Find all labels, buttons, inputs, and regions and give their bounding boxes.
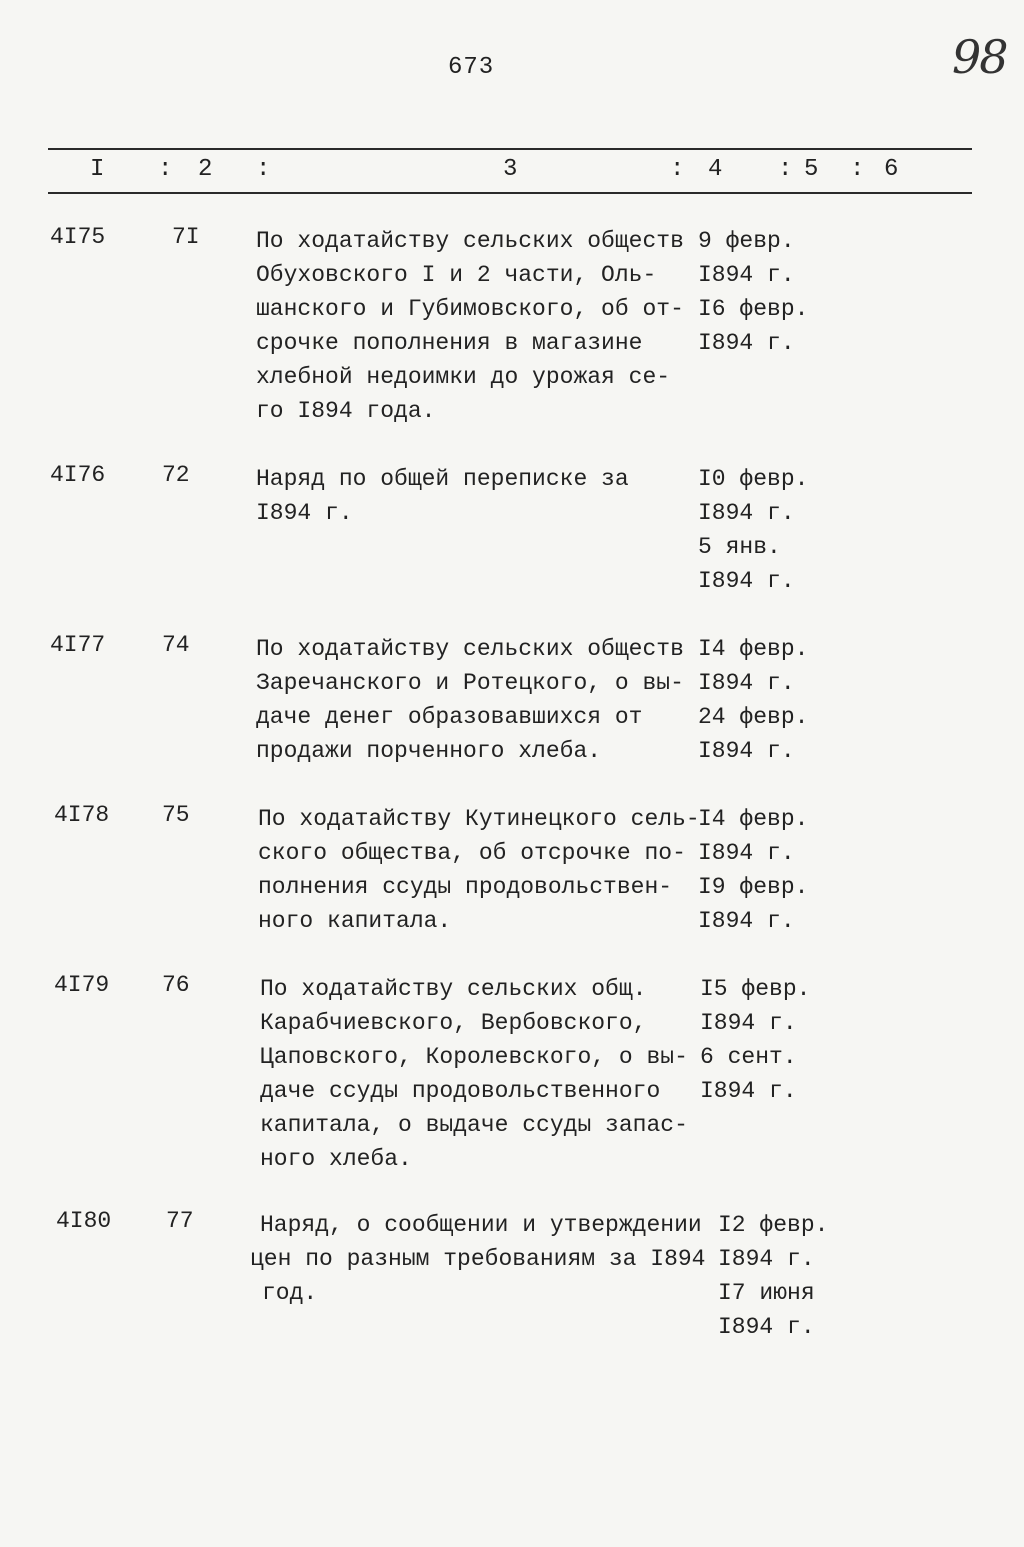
title-line: цен по разным требованиям за I894 <box>250 1246 706 1272</box>
title-line: продажи порченного хлеба. <box>256 738 602 764</box>
entry-title <box>256 632 706 768</box>
title-line: даче ссуды продовольственного <box>260 1078 661 1104</box>
entry-title <box>260 972 710 1176</box>
date-line: I894 г. <box>698 840 795 866</box>
date-line: I5 февр. <box>700 976 811 1002</box>
title-line: Наряд по общей переписке за <box>256 466 629 492</box>
date-line: I894 г. <box>698 908 795 934</box>
title-line: капитала, о выдаче ссуды запас- <box>260 1112 688 1138</box>
date-line: I4 февр. <box>698 636 809 662</box>
title-line: По ходатайству сельских обществ <box>256 636 684 662</box>
entry-dates <box>700 972 850 1108</box>
title-line: ного капитала. <box>258 908 452 934</box>
column-separator: : <box>670 156 685 183</box>
title-line: Цаповского, Королевского, о вы- <box>260 1044 688 1070</box>
entry-number: 4I75 <box>50 224 106 250</box>
date-line: I4 февр. <box>698 806 809 832</box>
date-line: I894 г. <box>698 330 795 356</box>
date-line: I894 г. <box>698 262 795 288</box>
title-line: шанского и Губимовского, об от- <box>256 296 684 322</box>
title-line: срочке пополнения в магазине <box>256 330 643 356</box>
title-line: Карабчиевского, Вербовского, <box>260 1010 647 1036</box>
entry-dates <box>698 462 848 598</box>
column-header-1: I <box>90 156 105 183</box>
title-line: По ходатайству Кутинецкого сель- <box>258 806 700 832</box>
entry-number: 4I80 <box>56 1208 112 1234</box>
entry-number: 4I77 <box>50 632 106 658</box>
column-separator: : <box>778 156 793 183</box>
entry-title <box>256 224 706 428</box>
date-line: I894 г. <box>700 1010 797 1036</box>
date-line: I894 г. <box>698 568 795 594</box>
title-line: Заречанского и Ротецкого, о вы- <box>256 670 684 696</box>
entry-dates <box>698 632 848 768</box>
entry-title <box>256 462 706 530</box>
column-header-5: 5 <box>804 156 819 183</box>
title-line: ного хлеба. <box>260 1146 412 1172</box>
date-line: I894 г. <box>700 1078 797 1104</box>
date-line: I6 февр. <box>698 296 809 322</box>
column-separator: : <box>158 156 173 183</box>
date-line: 24 февр. <box>698 704 809 730</box>
date-line: I894 г. <box>698 738 795 764</box>
date-line: I7 июня <box>718 1280 815 1306</box>
entry-sub-number: 7I <box>172 224 200 250</box>
date-line: I2 февр. <box>718 1212 829 1238</box>
title-line: год. <box>262 1280 318 1306</box>
sheet-number: 98 <box>952 30 1007 84</box>
date-line: I894 г. <box>718 1314 815 1340</box>
title-line: Наряд, о сообщении и утверждении <box>260 1212 702 1238</box>
entry-sub-number: 76 <box>162 972 190 998</box>
entry-number: 4I79 <box>54 972 110 998</box>
entry-dates <box>698 802 848 938</box>
column-separator: : <box>850 156 865 183</box>
entry-dates <box>718 1208 868 1344</box>
column-header-6: 6 <box>884 156 899 183</box>
column-header-3: 3 <box>503 156 518 183</box>
entry-number: 4I78 <box>54 802 110 828</box>
date-line: I0 февр. <box>698 466 809 492</box>
entry-sub-number: 77 <box>166 1208 194 1234</box>
entry-sub-number: 75 <box>162 802 190 828</box>
title-line: По ходатайству сельских общ. <box>260 976 647 1002</box>
date-line: I894 г. <box>698 500 795 526</box>
title-line: ского общества, об отсрочке по- <box>258 840 686 866</box>
entry-sub-number: 72 <box>162 462 190 488</box>
title-line: хлебной недоимки до урожая се- <box>256 364 671 390</box>
header-rule-bottom <box>48 192 972 194</box>
entry-title <box>258 802 708 938</box>
entry-number: 4I76 <box>50 462 106 488</box>
date-line: I894 г. <box>718 1246 815 1272</box>
title-line: По ходатайству сельских обществ <box>256 228 684 254</box>
entry-sub-number: 74 <box>162 632 190 658</box>
title-line: полнения ссуды продовольствен- <box>258 874 673 900</box>
column-header-4: 4 <box>708 156 723 183</box>
date-line: 5 янв. <box>698 534 781 560</box>
column-separator: : <box>256 156 271 183</box>
title-line: Обуховского I и 2 части, Оль- <box>256 262 657 288</box>
header-rule-top <box>48 148 972 150</box>
date-line: 6 сент. <box>700 1044 797 1070</box>
column-header-2: 2 <box>198 156 213 183</box>
date-line: I894 г. <box>698 670 795 696</box>
date-line: I9 февр. <box>698 874 809 900</box>
title-line: го I894 года. <box>256 398 436 424</box>
date-line: 9 февр. <box>698 228 795 254</box>
entry-title <box>250 1208 720 1310</box>
title-line: даче денег образовавшихся от <box>256 704 643 730</box>
page-number: 673 <box>448 54 495 81</box>
title-line: I894 г. <box>256 500 353 526</box>
entry-dates <box>698 224 848 360</box>
